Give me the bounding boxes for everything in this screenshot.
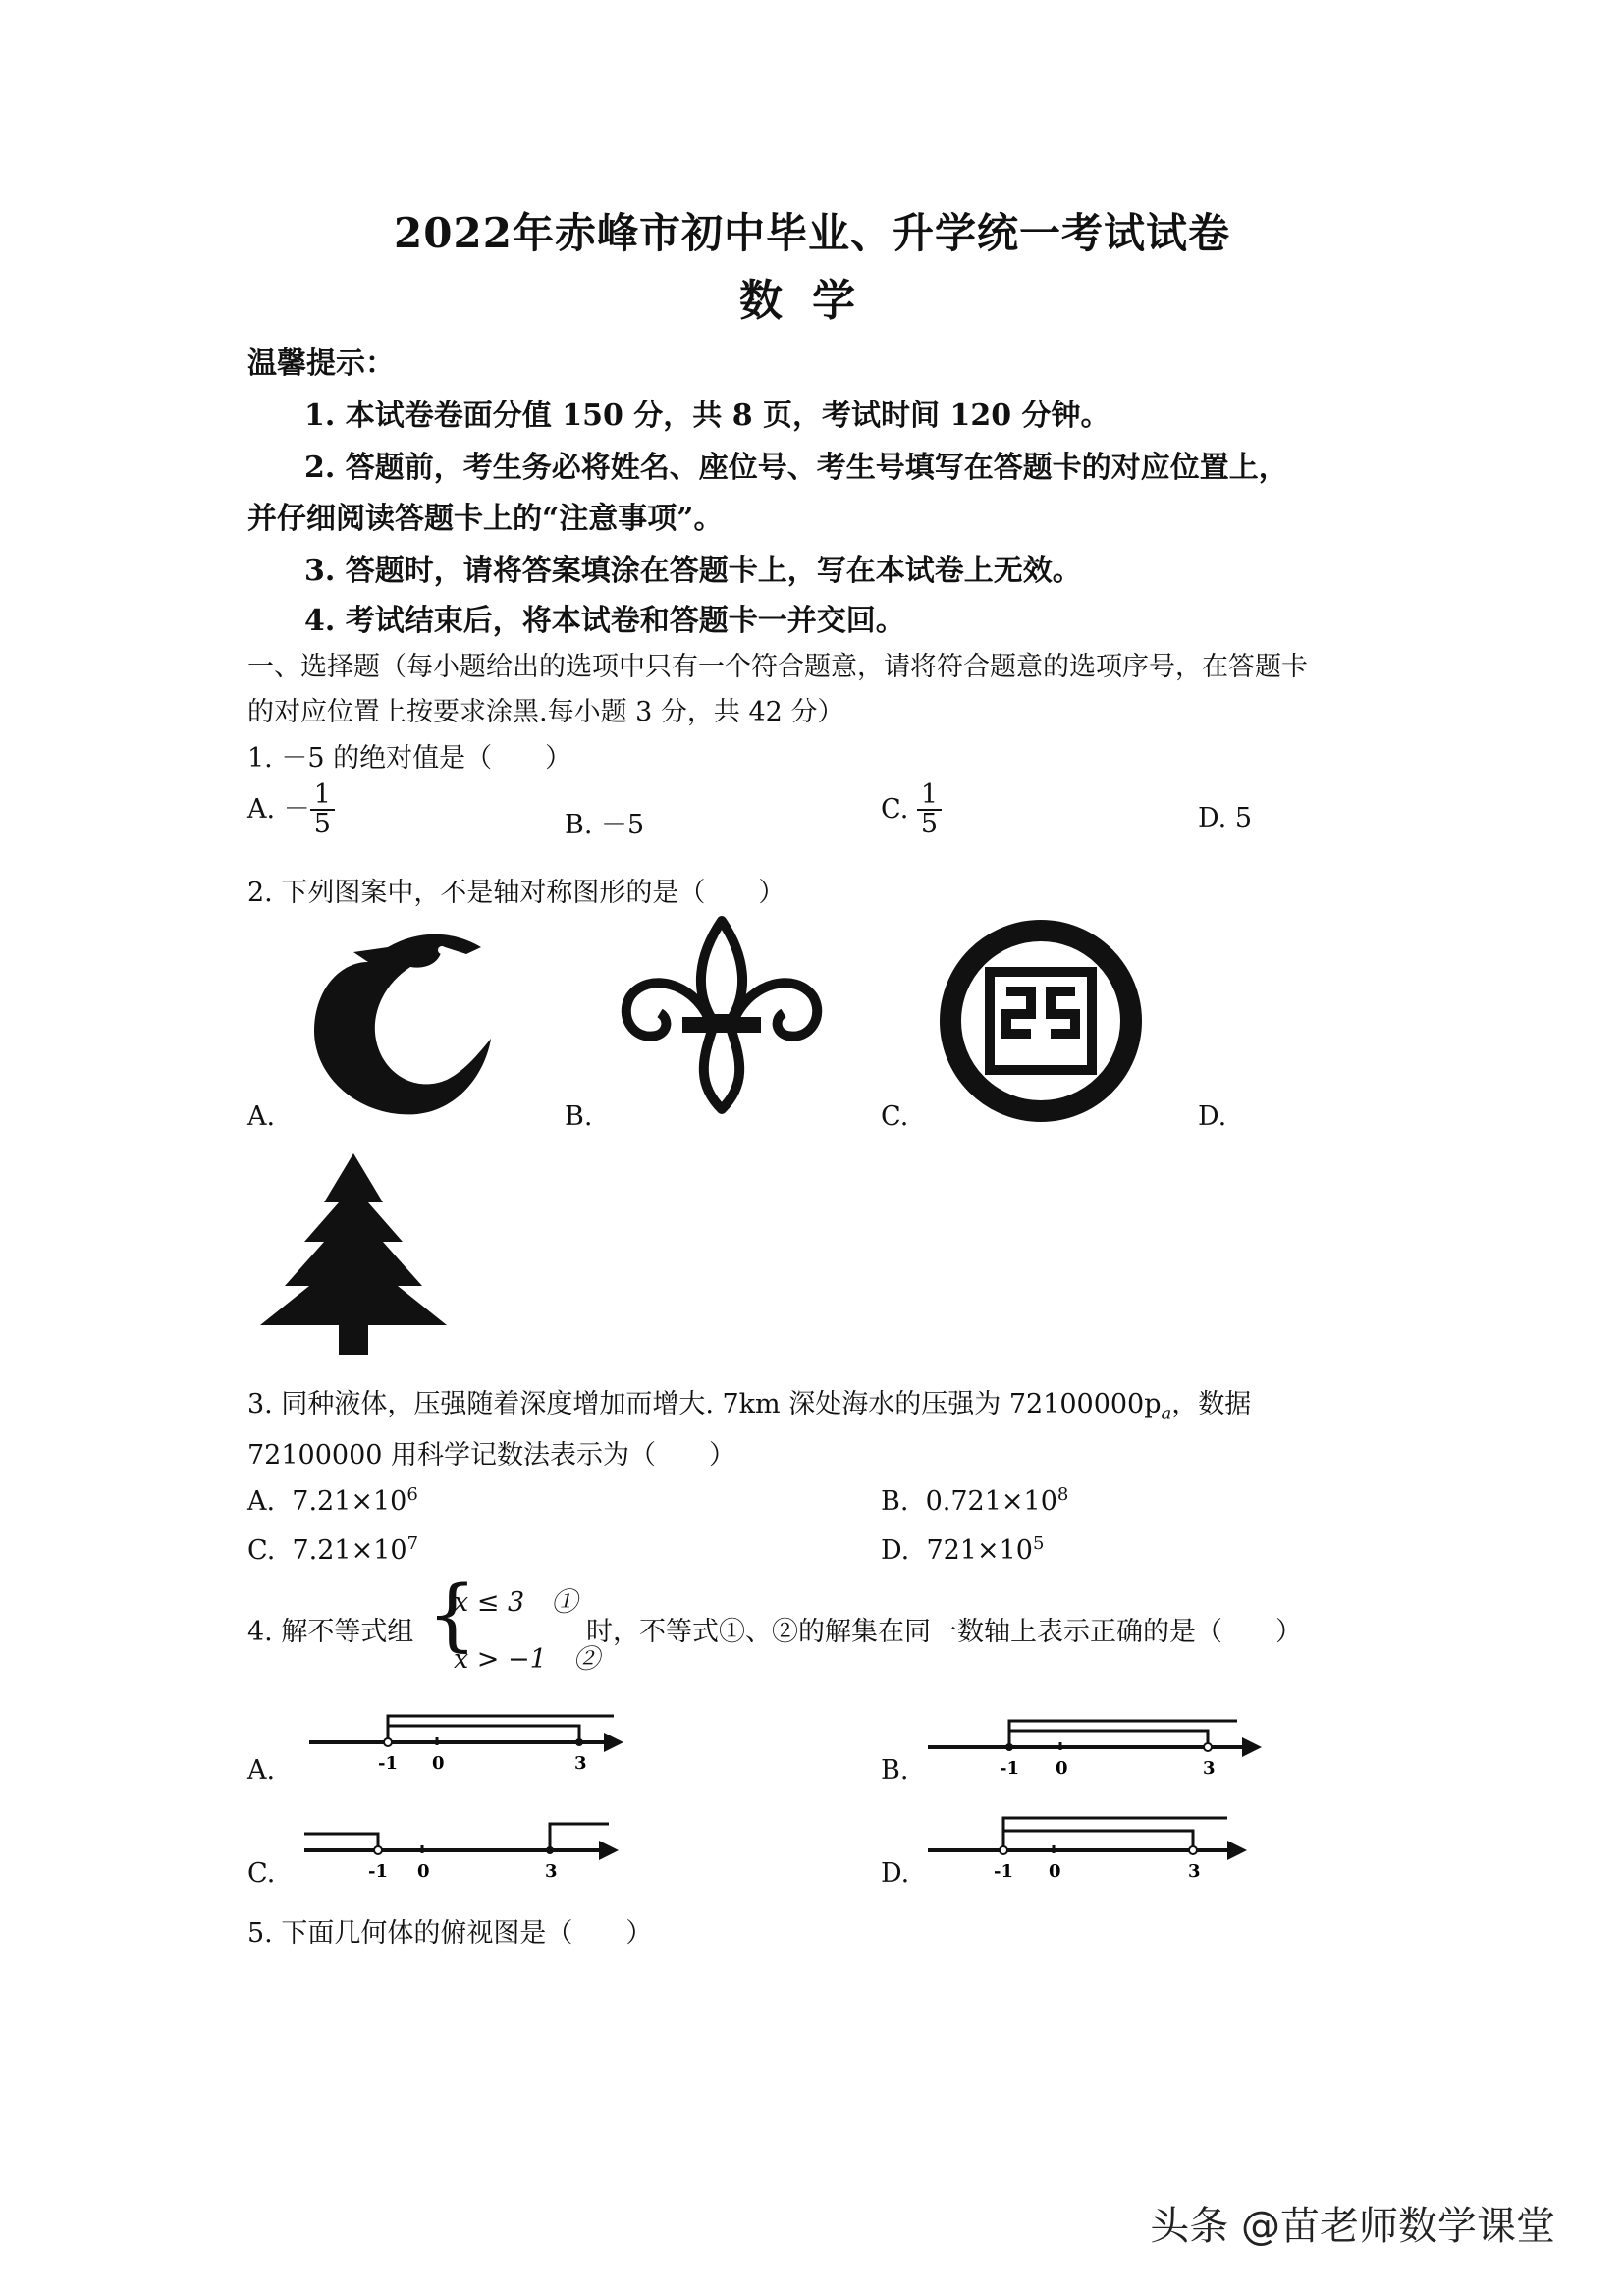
q4-a-tick-neg1: -1 — [378, 1753, 398, 1774]
tip-3: 3. 答题时，请将答案填涂在答题卡上，写在本试卷上无效。 — [304, 554, 1082, 588]
q3-option-a — [247, 1484, 418, 1517]
q2-label-b: B. — [565, 1101, 593, 1132]
q2-figure-a — [295, 923, 501, 1119]
q4-d-tick-neg1: -1 — [994, 1861, 1013, 1882]
q4-label-b: B. — [881, 1755, 909, 1786]
q3-d-exp: 5 — [1032, 1533, 1045, 1554]
q4-numberline-a — [304, 1698, 628, 1777]
q1-c-label: C. — [881, 793, 909, 825]
q1-c-fraction — [917, 781, 942, 839]
q4-c-tick-neg1: -1 — [368, 1861, 388, 1882]
q4-label-a: A. — [247, 1755, 276, 1786]
q2-figure-d — [255, 1148, 452, 1360]
q2-figure-b — [619, 913, 825, 1119]
q3-a-base: 7.21×10 — [292, 1486, 407, 1517]
q1-option-a — [247, 781, 335, 839]
q3-d-label: D. — [881, 1535, 910, 1566]
q3-b-base: 0.721×10 — [925, 1486, 1057, 1517]
section1-line2: 的对应位置上按要求涂黑.每小题 3 分，共 42 分） — [247, 697, 844, 727]
q4-label-c: C. — [247, 1858, 276, 1889]
section1-line1: 一、选择题（每小题给出的选项中只有一个符合题意，请将符合题意的选项序号，在答题卡 — [247, 652, 1308, 682]
q2-stem: 2. 下列图案中，不是轴对称图形的是（ ） — [247, 878, 785, 908]
q2-label-a: A. — [247, 1101, 276, 1132]
q2-figure-c — [933, 918, 1149, 1124]
q4-ineq1: x ≤ 3 ① — [454, 1587, 578, 1618]
q4-d-tick-3: 3 — [1188, 1861, 1201, 1882]
q1-c-den: 5 — [920, 809, 939, 840]
q1-a-label: A. — [247, 793, 276, 825]
tip-2: 2. 答题前，考生务必将姓名、座位号、考生号填写在答题卡的对应位置上， — [304, 451, 1288, 485]
q1-stem: 1. －5 的绝对值是（ ） — [247, 743, 572, 774]
q4-suffix: 时，不等式①、②的解集在同一数轴上表示正确的是（ ） — [586, 1617, 1302, 1647]
q3-b-label: B. — [881, 1486, 909, 1517]
q4-numberline-c — [299, 1806, 623, 1885]
q4-prefix: 4. 解不等式组 — [247, 1617, 414, 1647]
q1-a-sign: － — [283, 793, 310, 825]
tip-2-cont: 并仔细阅读答题卡上的“注意事项”。 — [247, 502, 724, 536]
q4-d-tick-0: 0 — [1049, 1861, 1061, 1882]
q3-b-exp: 8 — [1056, 1484, 1069, 1505]
q4-c-tick-0: 0 — [417, 1861, 430, 1882]
q1-option-b: B. －5 — [565, 810, 645, 840]
q1-a-den: 5 — [313, 809, 331, 840]
q5-stem: 5. 下面几何体的俯视图是（ ） — [247, 1918, 653, 1949]
q3-c-exp: 7 — [406, 1533, 419, 1554]
q3-line1 — [247, 1382, 1251, 1423]
q1-c-num: 1 — [917, 781, 942, 811]
q3-line1-end: ，数据 — [1171, 1389, 1252, 1419]
q1-a-num: 1 — [310, 781, 335, 811]
exam-title: 2022年赤峰市初中毕业、升学统一考试试卷 — [394, 209, 1230, 257]
q4-b-tick-neg1: -1 — [1000, 1758, 1019, 1779]
q3-option-b — [881, 1484, 1068, 1517]
q1-option-d: D. 5 — [1198, 803, 1253, 833]
q4-numberline-d — [923, 1806, 1257, 1885]
q3-unit-sub: a — [1161, 1403, 1172, 1424]
q2-label-c: C. — [881, 1101, 909, 1132]
q3-line1-text: 3. 同种液体，压强随着深度增加而增大. 7km 深处海水的压强为 72100000p — [247, 1389, 1162, 1419]
q3-line2: 72100000 用科学记数法表示为（ ） — [247, 1440, 736, 1470]
q3-a-exp: 6 — [406, 1484, 418, 1505]
q3-option-c — [247, 1533, 418, 1566]
tip-1: 1. 本试卷卷面分值 150 分，共 8 页，考试时间 120 分钟。 — [304, 399, 1110, 433]
q3-c-label: C. — [247, 1535, 276, 1566]
q3-d-base: 721×10 — [926, 1535, 1033, 1566]
subject-title: 数学 — [739, 276, 885, 326]
q4-b-tick-0: 0 — [1056, 1758, 1068, 1779]
q4-brace: { — [427, 1569, 477, 1660]
tip-4: 4. 考试结束后，将本试卷和答题卡一并交回。 — [304, 604, 905, 638]
tips-heading: 温馨提示： — [247, 347, 395, 381]
q4-c-tick-3: 3 — [545, 1861, 558, 1882]
q4-numberline-b — [923, 1703, 1267, 1782]
q3-option-d — [881, 1533, 1044, 1566]
q4-a-tick-0: 0 — [432, 1753, 445, 1774]
q4-label-d: D. — [881, 1858, 910, 1889]
q1-option-c — [881, 781, 942, 839]
q2-label-d: D. — [1198, 1101, 1227, 1132]
q4-a-tick-3: 3 — [574, 1753, 587, 1774]
watermark: 头条 @苗老师数学课堂 — [1150, 2204, 1555, 2249]
q1-a-fraction — [310, 781, 335, 839]
q4-b-tick-3: 3 — [1203, 1758, 1216, 1779]
q3-c-base: 7.21×10 — [292, 1535, 407, 1566]
q4-ineq2: x > −1 ② — [454, 1644, 600, 1675]
q3-a-label: A. — [247, 1486, 276, 1517]
